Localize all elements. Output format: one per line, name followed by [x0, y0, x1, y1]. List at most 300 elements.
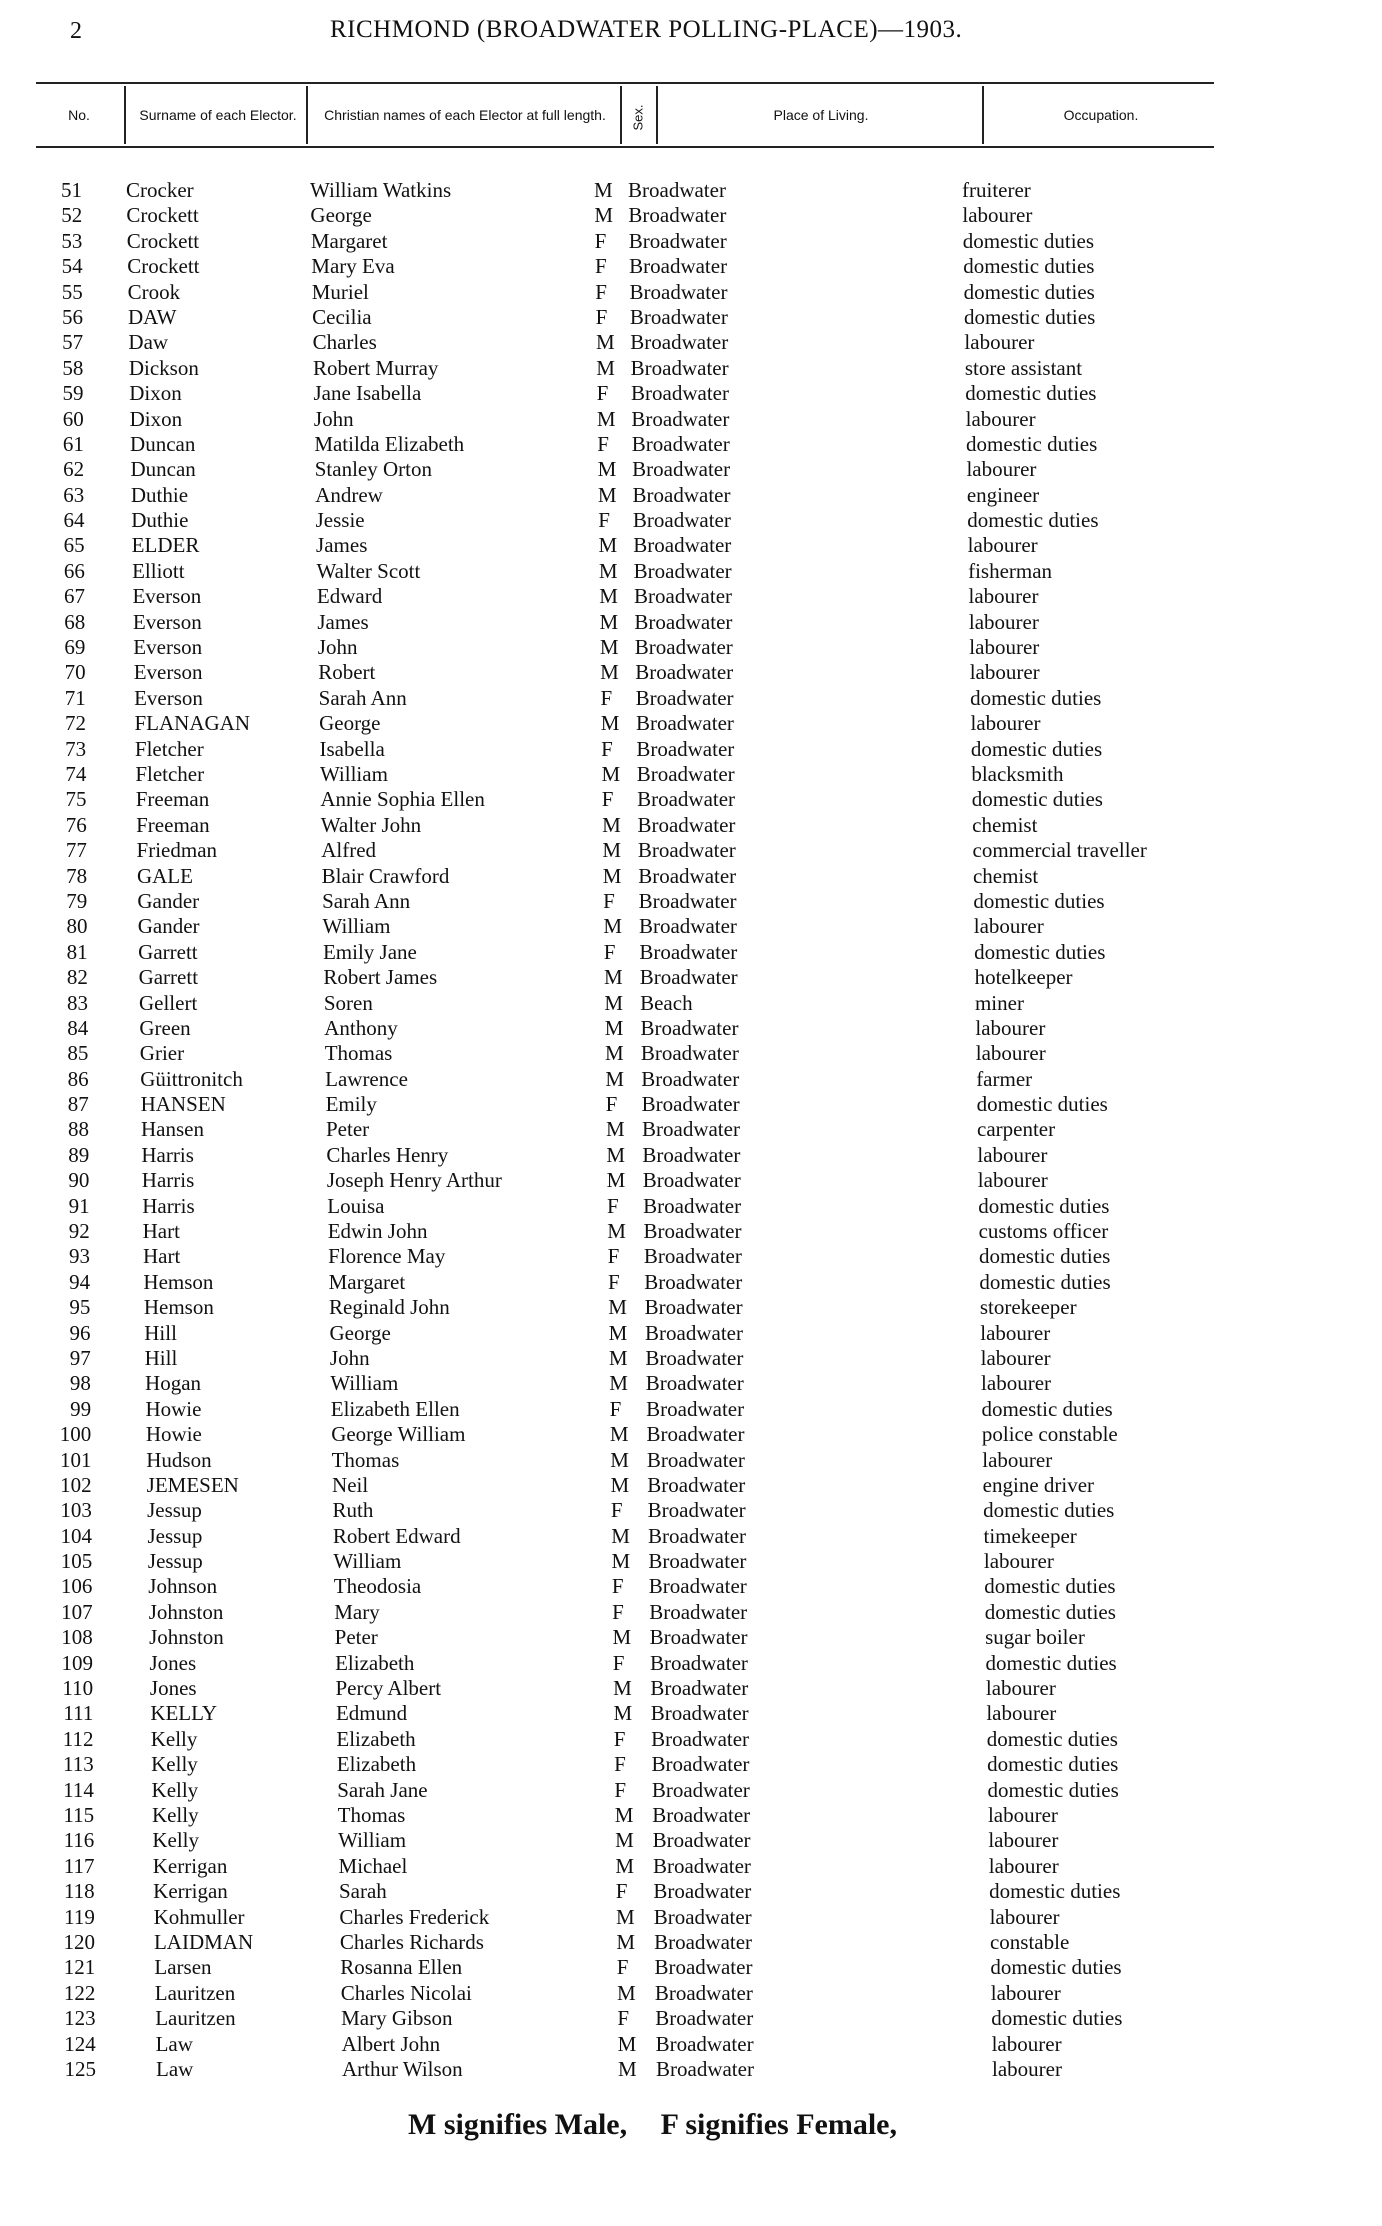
header-no: No. [68, 106, 90, 123]
table-row [0, 1676, 1382, 1701]
cell-surname: Kelly [151, 1803, 199, 1827]
cell-surname: Hill [144, 1320, 177, 1345]
cell-christian: Edmund [335, 1701, 408, 1726]
cell-place: Broadwater [635, 711, 734, 736]
cell-surname: Kerrigan [153, 1879, 228, 1904]
cell-surname: Hill [144, 1345, 178, 1370]
cell-place: Broadwater [652, 1853, 751, 1878]
cell-surname: Elliott [132, 558, 185, 583]
table-row [0, 1371, 1382, 1396]
cell-place: Broadwater [638, 863, 737, 888]
cell-surname: Jessup [147, 1549, 203, 1574]
cell-place: Broadwater [635, 660, 734, 685]
table-row [0, 889, 1382, 914]
cell-sex: M [598, 533, 618, 558]
cell-surname: Johnston [149, 1625, 224, 1650]
cell-christian: Muriel [311, 279, 369, 304]
cell-sex: M [610, 1447, 629, 1472]
cell-surname: Duncan [130, 457, 196, 482]
cell-sex: M [613, 1701, 633, 1726]
cell-sex: M [604, 965, 623, 990]
table-row [0, 203, 1382, 228]
cell-place: Broadwater [629, 304, 728, 329]
table-header [36, 82, 1214, 148]
cell-occupation: labourer [977, 1142, 1048, 1167]
cell-christian: Anthony [324, 1015, 398, 1040]
cell-sex: M [618, 2056, 637, 2081]
cell-place: Broadwater [639, 939, 738, 964]
cell-sex: M [616, 1904, 635, 1929]
cell-no: 75 [65, 787, 87, 812]
cell-no: 59 [62, 381, 84, 406]
cell-sex: M [608, 1345, 628, 1370]
cell-occupation: engine driver [982, 1472, 1095, 1497]
cell-christian: Percy Albert [335, 1676, 442, 1701]
cell-sex: M [597, 482, 617, 507]
cell-surname: Harris [141, 1142, 194, 1167]
cell-occupation: labourer [986, 1701, 1057, 1726]
cell-christian: Peter [334, 1625, 378, 1650]
cell-no: 99 [70, 1396, 92, 1421]
cell-no: 96 [69, 1320, 91, 1345]
cell-no: 112 [62, 1726, 94, 1751]
cell-occupation: domestic duties [970, 685, 1102, 710]
cell-sex: F [601, 787, 614, 812]
cell-christian: George William [331, 1422, 466, 1447]
cell-place: Broadwater [652, 1803, 751, 1827]
cell-surname: Jones [149, 1676, 197, 1701]
cell-occupation: labourer [980, 1320, 1051, 1345]
cell-sex: F [600, 685, 613, 710]
cell-christian: William [319, 761, 388, 786]
cell-occupation: labourer [980, 1345, 1051, 1370]
cell-place: Broadwater [632, 508, 731, 533]
cell-no: 67 [64, 584, 86, 609]
cell-place: Broadwater [649, 1625, 748, 1650]
table-row [0, 280, 1382, 305]
cell-occupation: store assistant [964, 355, 1083, 380]
cell-surname: Larsen [154, 1955, 212, 1980]
table-row [0, 914, 1382, 939]
cell-sex: F [613, 1726, 626, 1751]
cell-christian: Elizabeth Ellen [330, 1396, 460, 1421]
cell-place: Broadwater [643, 1193, 742, 1218]
cell-sex: F [612, 1599, 624, 1624]
cell-christian: Isabella [319, 736, 385, 761]
cell-no: 123 [64, 2006, 96, 2031]
cell-sex: F [607, 1244, 620, 1269]
cell-place: Broadwater [628, 203, 727, 228]
cell-no: 69 [64, 635, 86, 660]
cell-no: 55 [61, 279, 83, 304]
table-row [0, 1574, 1382, 1599]
cell-occupation: fruiterer [962, 178, 1031, 202]
cell-christian: Mary Gibson [341, 2006, 453, 2031]
cell-occupation: labourer [975, 1041, 1046, 1066]
table-row [0, 711, 1382, 736]
cell-surname: FLANAGAN [134, 711, 250, 736]
table-row [0, 1143, 1382, 1168]
cell-surname: Kelly [152, 1828, 199, 1853]
cell-no: 63 [63, 482, 85, 507]
cell-no: 95 [69, 1295, 91, 1320]
cell-christian: James [317, 609, 369, 634]
cell-occupation: domestic duties [985, 1650, 1117, 1675]
cell-christian: Reginald John [329, 1295, 450, 1320]
table-row [0, 1600, 1382, 1625]
cell-surname: Freeman [136, 812, 210, 837]
cell-christian: Stanley Orton [314, 457, 432, 482]
table-row [0, 533, 1382, 558]
cell-sex: F [605, 1092, 618, 1117]
cell-place: Broadwater [629, 279, 728, 304]
cell-occupation: hotelkeeper [974, 965, 1073, 990]
header-divider [124, 86, 126, 144]
cell-surname: ELDER [131, 533, 200, 558]
cell-christian: Robert James [323, 965, 438, 990]
cell-christian: Walter John [320, 812, 422, 837]
header-divider [656, 86, 658, 144]
cell-sex: M [611, 1523, 630, 1548]
table-row [0, 940, 1382, 965]
cell-surname: Dickson [128, 355, 199, 380]
cell-occupation: commercial traveller [972, 838, 1147, 863]
female-legend: F signifies Female, [660, 2108, 897, 2141]
cell-place: Broadwater [641, 1066, 740, 1091]
cell-occupation: labourer [970, 711, 1041, 736]
table-row [0, 1346, 1382, 1371]
cell-occupation: police constable [981, 1422, 1118, 1447]
cell-place: Broadwater [633, 533, 732, 558]
cell-occupation: domestic duties [976, 1092, 1108, 1117]
cell-no: 91 [68, 1193, 90, 1218]
cell-surname: Law [156, 2056, 194, 2081]
table-row [0, 1828, 1382, 1853]
cell-christian: Arthur Wilson [342, 2056, 463, 2081]
cell-place: Broadwater [645, 1320, 743, 1345]
cell-christian: Matilda Elizabeth [314, 431, 465, 456]
table-row [0, 1117, 1382, 1142]
cell-christian: Florence May [328, 1244, 446, 1269]
cell-occupation: domestic duties [965, 381, 1097, 406]
cell-sex: M [615, 1828, 634, 1853]
page-number: 2 [70, 18, 82, 44]
cell-surname: Harris [142, 1193, 195, 1218]
cell-occupation: blacksmith [971, 761, 1064, 786]
table-row [0, 559, 1382, 584]
cell-surname: Howie [145, 1422, 202, 1447]
cell-sex: M [608, 1320, 628, 1345]
cell-no: 104 [60, 1523, 93, 1548]
table-row [0, 1041, 1382, 1066]
cell-christian: William [333, 1549, 402, 1574]
cell-no: 85 [67, 1041, 89, 1066]
cell-christian: Thomas [337, 1803, 406, 1827]
cell-occupation: timekeeper [983, 1523, 1077, 1548]
cell-no: 93 [68, 1244, 90, 1269]
cell-no: 114 [63, 1777, 94, 1802]
cell-surname: Dixon [129, 406, 183, 431]
header-place: Place of Living. [773, 106, 869, 123]
cell-surname: Kelly [151, 1777, 199, 1802]
cell-surname: Kerrigan [152, 1853, 228, 1878]
cell-occupation: domestic duties [983, 1498, 1115, 1523]
cell-surname: GALE [136, 863, 193, 888]
table-row [0, 381, 1382, 406]
table-row [0, 1651, 1382, 1676]
cell-occupation: domestic duties [987, 1777, 1119, 1802]
cell-sex: M [606, 1142, 625, 1167]
cell-surname: Everson [132, 584, 202, 609]
cell-christian: William [330, 1371, 399, 1396]
cell-place: Broadwater [647, 1498, 746, 1523]
table-row [0, 508, 1382, 533]
cell-surname: Güittronitch [140, 1066, 243, 1091]
cell-christian: Mary [334, 1599, 380, 1624]
cell-no: 79 [66, 888, 88, 913]
cell-occupation: customs officer [978, 1219, 1109, 1244]
table-row [0, 1270, 1382, 1295]
table-row [0, 1803, 1382, 1828]
cell-no: 98 [69, 1371, 91, 1396]
cell-occupation: domestic duties [987, 1752, 1119, 1777]
table-row [0, 330, 1382, 355]
cell-no: 125 [64, 2056, 96, 2081]
cell-no: 71 [64, 685, 86, 710]
cell-occupation: engineer [966, 482, 1040, 507]
cell-sex: M [596, 355, 615, 380]
cell-no: 52 [61, 203, 83, 228]
cell-occupation: domestic duties [973, 888, 1105, 913]
cell-place: Broadwater [631, 381, 729, 406]
cell-christian: Thomas [324, 1041, 393, 1066]
cell-no: 72 [64, 711, 86, 736]
cell-surname: Everson [132, 609, 202, 634]
table-row [0, 864, 1382, 889]
cell-christian: William Watkins [310, 178, 452, 202]
cell-christian: Ruth [332, 1498, 374, 1523]
cell-place: Broadwater [638, 888, 737, 913]
cell-place: Broadwater [654, 1980, 753, 2005]
cell-occupation: domestic duties [981, 1396, 1113, 1421]
cell-place: Broadwater [632, 457, 731, 482]
cell-no: 65 [63, 533, 85, 558]
table-row [0, 356, 1382, 381]
cell-no: 118 [63, 1879, 95, 1904]
cell-surname: Duthie [130, 482, 189, 507]
cell-surname: Garrett [138, 939, 198, 964]
cell-christian: George [319, 711, 381, 736]
cell-occupation: miner [974, 990, 1024, 1015]
cell-occupation: domestic duties [966, 431, 1098, 456]
table-row [0, 432, 1382, 457]
cell-surname: Jessup [147, 1523, 203, 1548]
table-row [0, 1321, 1382, 1346]
cell-no: 77 [65, 838, 87, 863]
cell-place: Broadwater [650, 1676, 749, 1701]
cell-sex: F [615, 1879, 628, 1904]
cell-christian: Margaret [310, 228, 388, 253]
cell-christian: Jessie [315, 508, 365, 533]
table-row [0, 1955, 1382, 1980]
table-row [0, 254, 1382, 279]
cell-christian: Emily [325, 1092, 377, 1117]
cell-christian: George [310, 203, 372, 228]
cell-occupation: labourer [988, 1828, 1059, 1853]
table-row [0, 1879, 1382, 1904]
header-occupation: Occupation. [1063, 106, 1139, 123]
cell-christian: Peter [326, 1117, 370, 1142]
cell-occupation: domestic duties [963, 279, 1095, 304]
table-row [0, 1092, 1382, 1117]
cell-place: Broadwater [648, 1574, 747, 1599]
cell-place: Broadwater [628, 178, 726, 202]
cell-occupation: sugar boiler [985, 1625, 1085, 1650]
cell-sex: M [606, 1117, 625, 1142]
cell-no: 74 [65, 761, 87, 786]
cell-occupation: domestic duties [989, 1879, 1121, 1904]
cell-christian: James [316, 533, 368, 558]
cell-place: Broadwater [631, 406, 730, 431]
cell-sex: F [610, 1498, 623, 1523]
cell-no: 105 [60, 1549, 93, 1574]
cell-surname: Hogan [145, 1371, 202, 1396]
cell-sex: F [598, 508, 610, 533]
table-row [0, 1397, 1382, 1422]
cell-christian: Robert Edward [332, 1523, 461, 1548]
cell-place: Broadwater [651, 1752, 750, 1777]
table-row [0, 1168, 1382, 1193]
cell-occupation: labourer [968, 609, 1039, 634]
cell-place: Broadwater [638, 914, 737, 939]
cell-place: Broadwater [633, 558, 732, 583]
cell-surname: Everson [133, 660, 203, 685]
cell-no: 120 [63, 1929, 96, 1954]
cell-place: Broadwater [651, 1726, 750, 1751]
cell-occupation: domestic duties [978, 1193, 1110, 1218]
cell-occupation: labourer [987, 1803, 1058, 1827]
cell-no: 83 [67, 990, 89, 1015]
cell-occupation: constable [989, 1929, 1070, 1954]
cell-place: Broadwater [640, 1015, 739, 1040]
cell-christian: Charles Richards [339, 1929, 484, 1954]
cell-surname: Duthie [131, 508, 189, 533]
cell-occupation: fisherman [968, 558, 1053, 583]
cell-place: Broadwater [654, 1955, 753, 1980]
table-row [0, 584, 1382, 609]
cell-place: Broadwater [653, 1879, 752, 1904]
cell-no: 86 [67, 1066, 89, 1091]
cell-no: 124 [64, 2031, 96, 2056]
cell-surname: Garrett [138, 965, 199, 990]
cell-occupation: farmer [976, 1066, 1033, 1091]
cell-occupation: labourer [985, 1676, 1056, 1701]
cell-christian: John [317, 635, 358, 660]
cell-christian: Sarah Ann [322, 888, 411, 913]
cell-no: 117 [63, 1853, 95, 1878]
cell-place: Broadwater [637, 812, 736, 837]
cell-christian: Andrew [315, 482, 383, 507]
table-row [0, 407, 1382, 432]
cell-occupation: labourer [977, 1168, 1048, 1193]
cell-no: 56 [61, 304, 83, 329]
cell-sex: M [616, 1929, 636, 1954]
table-row [0, 1016, 1382, 1041]
cell-place: Broadwater [631, 431, 730, 456]
cell-surname: Fletcher [134, 736, 204, 761]
cell-sex: M [600, 711, 620, 736]
cell-christian: Thomas [331, 1447, 400, 1472]
cell-christian: Elizabeth [336, 1726, 416, 1751]
cell-sex: M [605, 1041, 624, 1066]
cell-surname: Kelly [150, 1726, 198, 1751]
cell-occupation: labourer [969, 660, 1040, 685]
cell-no: 54 [61, 254, 83, 279]
cell-sex: F [609, 1396, 622, 1421]
cell-christian: Soren [323, 990, 373, 1015]
cell-occupation: labourer [983, 1549, 1054, 1574]
table-row [0, 1498, 1382, 1523]
table-row [0, 229, 1382, 254]
cell-place: Broadwater [636, 761, 735, 786]
cell-occupation: labourer [962, 203, 1033, 228]
cell-christian: Edwin John [327, 1219, 428, 1244]
cell-place: Broadwater [649, 1599, 748, 1624]
cell-place: Broadwater [645, 1345, 744, 1370]
cell-surname: Gellert [138, 990, 198, 1015]
cell-place: Broadwater [640, 1041, 739, 1066]
cell-christian: Robert [318, 660, 376, 685]
cell-occupation: domestic duties [967, 508, 1099, 533]
cell-sex: F [595, 279, 607, 304]
header-divider [306, 86, 308, 144]
cell-christian: Walter Scott [316, 558, 421, 583]
cell-surname: Everson [134, 685, 203, 710]
cell-place: Broadwater [647, 1472, 746, 1497]
table-row [0, 178, 1382, 203]
cell-no: 89 [68, 1142, 90, 1167]
cell-christian: George [329, 1320, 391, 1345]
cell-sex: M [595, 330, 615, 355]
cell-surname: Crocker [126, 178, 194, 202]
cell-place: Broadwater [642, 1168, 741, 1193]
cell-sex: F [612, 1650, 625, 1675]
cell-surname: Fletcher [135, 761, 205, 786]
cell-place: Broadwater [635, 685, 734, 710]
cell-place: Broadwater [630, 355, 729, 380]
table-row [0, 1905, 1382, 1930]
cell-surname: Green [139, 1015, 191, 1040]
cell-place: Broadwater [652, 1828, 751, 1853]
cell-place: Broadwater [651, 1777, 750, 1802]
cell-surname: HANSEN [140, 1092, 226, 1117]
cell-occupation: labourer [966, 457, 1037, 482]
cell-sex: M [603, 914, 623, 939]
cell-christian: Charles Henry [326, 1142, 449, 1167]
cell-sex: F [606, 1193, 619, 1218]
cell-sex: M [594, 203, 613, 228]
table-row [0, 1524, 1382, 1549]
cell-christian: Neil [332, 1472, 369, 1497]
cell-surname: Hemson [143, 1295, 214, 1320]
header-christian-names: Christian names of each Elector at full length. [324, 106, 606, 123]
cell-no: 113 [62, 1752, 94, 1777]
cell-place: Broadwater [646, 1396, 745, 1421]
cell-sex: F [614, 1777, 627, 1802]
cell-place: Broadwater [634, 584, 733, 609]
cell-occupation: labourer [988, 1853, 1059, 1878]
table-row [0, 457, 1382, 482]
